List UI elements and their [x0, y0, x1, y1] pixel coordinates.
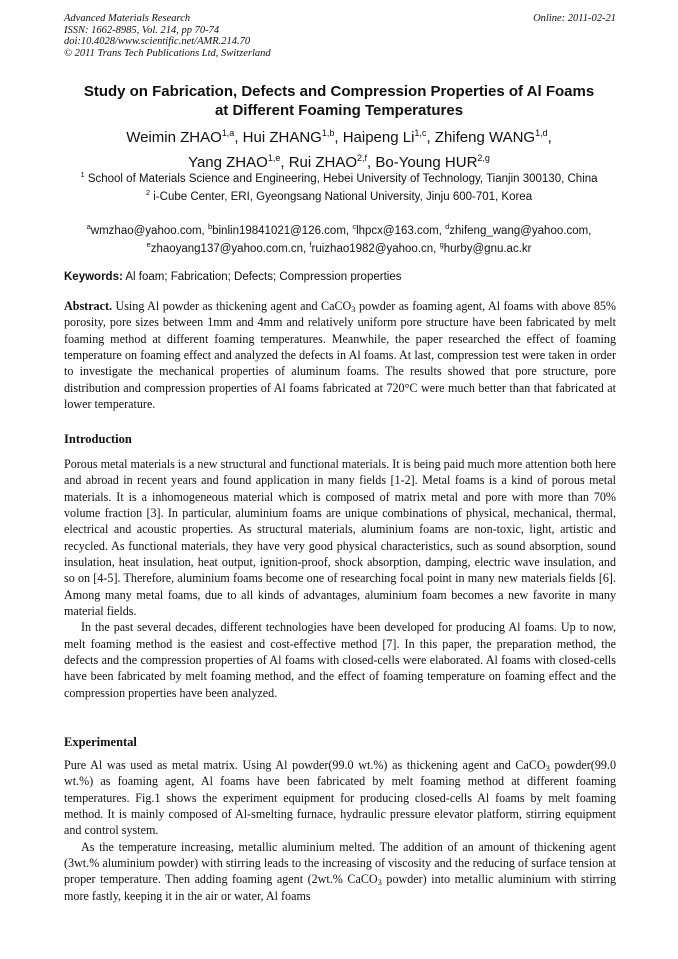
author-name: Yang ZHAO: [188, 154, 268, 171]
keywords-label: Keywords:: [64, 271, 123, 283]
abstract-text: Using Al powder as thickening agent and CaCO: [112, 299, 352, 313]
email-address: zhifeng_wang@yahoo.com,: [449, 224, 592, 237]
affiliation-text: School of Materials Science and Engineering, Hebei University of Technology, Tianjin 300130, China: [87, 172, 598, 185]
email-mark: f: [309, 240, 312, 250]
email-line-1: [58, 220, 620, 238]
experimental-paragraph-1: [64, 757, 616, 839]
journal-copyright: © 2011 Trans Tech Publications Ltd, Switzerland: [64, 47, 271, 59]
author-name: Hui ZHANG: [242, 129, 322, 146]
email-address: ruizhao1982@yahoo.cn,: [311, 243, 440, 256]
journal-name: Advanced Materials Research: [64, 13, 191, 24]
author-affil-mark: 1,d: [535, 128, 548, 138]
subscript: 3: [351, 304, 356, 314]
abstract: [64, 298, 616, 412]
author-affil-mark: 2,g: [477, 153, 490, 163]
experimental-paragraph-2: [64, 839, 616, 904]
author-list: [40, 123, 638, 173]
journal-issn: ISSN: 1662-8985, Vol. 214, pp 70-74: [64, 24, 220, 36]
author-emails: [58, 220, 620, 257]
affiliations: [58, 168, 620, 205]
email-mark: d: [445, 222, 450, 231]
affiliation-number: 2: [145, 188, 151, 198]
paragraph-text: As the temperature increasing, metallic aluminium melted. The addition of an amount of thickening agent (3wt.% aluminium powder) with stirring leads to the increasing of viscosity and the reducing of surface tension at proper temperature. Then adding foaming agent (2wt.% CaCO: [64, 839, 616, 887]
experimental-section: [64, 757, 616, 904]
affiliation-2: [58, 186, 620, 204]
author-affil-mark: 2,f: [357, 153, 368, 163]
author-affil-mark: 1,c: [414, 128, 427, 138]
journal-header: [64, 13, 616, 59]
online-date: Online: 2011-02-21: [533, 13, 616, 24]
section-heading-experimental: Experimental: [64, 735, 137, 749]
affiliation-number: 1: [80, 170, 85, 179]
email-mark: g: [439, 240, 444, 250]
email-mark: c: [352, 222, 357, 231]
introduction-paragraph-1: Porous metal materials is a new structural and functional materials. It is being paid much more attention both here and abroad in recent years and found application in many fields [1-2]. Metal foams is a kind of porous metal materials. It is a inhomogeneous material which is composed of matrix metal and pore with more than 70% volume fraction [3]. In particular, aluminium foams are unique combinations of physical, mechanical, thermal, electrical and acoustic properties. As structural materials, aluminium foams are non-toxic, light, artistic and recycled. As functional materials, they have very good physical characteristics, such as sound absorption, sound insulation, heat insulation, heat output, ignition-proof, shock absorption, damping, electric wave insulation, and so on [4-5]. Therefore, aluminium foams become one of researching focal point in many new materials fields [6]. Among many metal foams, due to all kinds of advantages, aluminium foam becomes a new favorite in many material fields.: [64, 457, 616, 619]
email-address: wmzhao@yahoo.com,: [90, 224, 208, 237]
paragraph-text: Pure Al was used as metal matrix. Using Al powder(99.0 wt.%) as thickening agent and CaCO: [64, 758, 546, 772]
abstract-paragraph: [64, 298, 616, 412]
section-heading-introduction: Introduction: [64, 432, 132, 446]
paper-title: [40, 82, 638, 120]
introduction-paragraph-2: In the past several decades, different technologies have been developed for producing Al foams. Up to now, melt foaming method is the easiest and cost-effective method [7]. In this paper, the preparation method, the defects and the compression properties of Al foams with closed-cells were elaborated. Al foams with closed-cells have been fabricated by melt foaming method, and the effect of foaming temperature on foaming effect and the compression properties have been analyzed.: [64, 620, 616, 700]
title-line-2: at Different Foaming Temperatures: [214, 102, 464, 119]
author-affil-mark: 1,e: [267, 153, 281, 163]
author-affil-mark: 1,a: [221, 128, 235, 138]
abstract-label: Abstract.: [64, 299, 113, 313]
affiliation-1: [58, 168, 620, 186]
author-name: Rui ZHAO: [288, 154, 358, 171]
author-name: Weimin ZHAO: [126, 129, 222, 146]
journal-doi: doi:10.4028/www.scientific.net/AMR.214.70: [64, 36, 251, 47]
keywords-text: Al foam; Fabrication; Defects; Compression properties: [122, 271, 402, 283]
author-line-2: Yang ZHAO$^{1,e}$, Rui ZHAO$^{2,f}$, Bo-Young HUR$^{2,g}$: [188, 153, 490, 171]
email-line-2: [58, 238, 620, 256]
email-address: binlin19841021@126.com,: [212, 224, 353, 237]
title-line-1: Study on Fabrication, Defects and Compression Properties of Al Foams: [83, 83, 595, 100]
author-name: Zhifeng WANG: [434, 129, 536, 146]
email-mark: b: [207, 222, 213, 231]
email-mark: a: [86, 222, 91, 231]
author-name: Haipeng Li: [342, 129, 415, 146]
keywords: [64, 270, 616, 284]
email-mark: e: [146, 240, 151, 250]
author-name: Bo-Young HUR: [375, 154, 478, 171]
subscript: 3: [377, 877, 382, 888]
subscript: 3: [545, 763, 550, 773]
affiliation-text: i-Cube Center, ERI, Gyeongsang National University, Jinju 600-701, Korea: [153, 191, 533, 204]
author-affil-mark: 1,b: [321, 128, 335, 138]
email-address: lhpcx@163.com,: [356, 224, 446, 237]
abstract-text: powder as foaming agent, Al foams with above 85% porosity, pore sizes between 1mm and 4mm and relatively uniform pore structure have been fabricated by melt foaming method at different foaming temperatures. Meanwhile, the paper researched the effect of foaming temperature on foaming effect and analyzed the defects in Al foams. At last, compression test were taken in order to investigate the mechanical properties of aluminum foams. The results showed that pore structure, pore distribution and compression properties of Al foams fabricated at 720°C were much better than that fabricated at lower temperature.: [64, 299, 616, 412]
email-address: hurby@gnu.ac.kr: [443, 243, 532, 256]
introduction-section: [64, 456, 616, 701]
paragraph-text: powder) into metallic aluminium with stirring more fastly, keeping it in the air or water, Al foams: [64, 872, 616, 903]
paragraph-text: powder(99.0 wt.%) as foaming agent, Al foams have been fabricated by melt foaming method at different foaming temperatures. Fig.1 shows the experiment equipment for producing closed-cells Al foams by melt foaming method. It is mainly composed of Al-smelting furnace, hydraulic pressure elevator platform, stirring equipment and control system.: [64, 758, 617, 838]
email-address: zhaoyang137@yahoo.com.cn,: [150, 243, 310, 256]
author-line-1: Weimin ZHAO$^{1,a}$, Hui ZHANG$^{1,b}$, Haipeng Li$^{1,c}$, Zhifeng WANG$^{1,d}$,: [126, 128, 552, 146]
